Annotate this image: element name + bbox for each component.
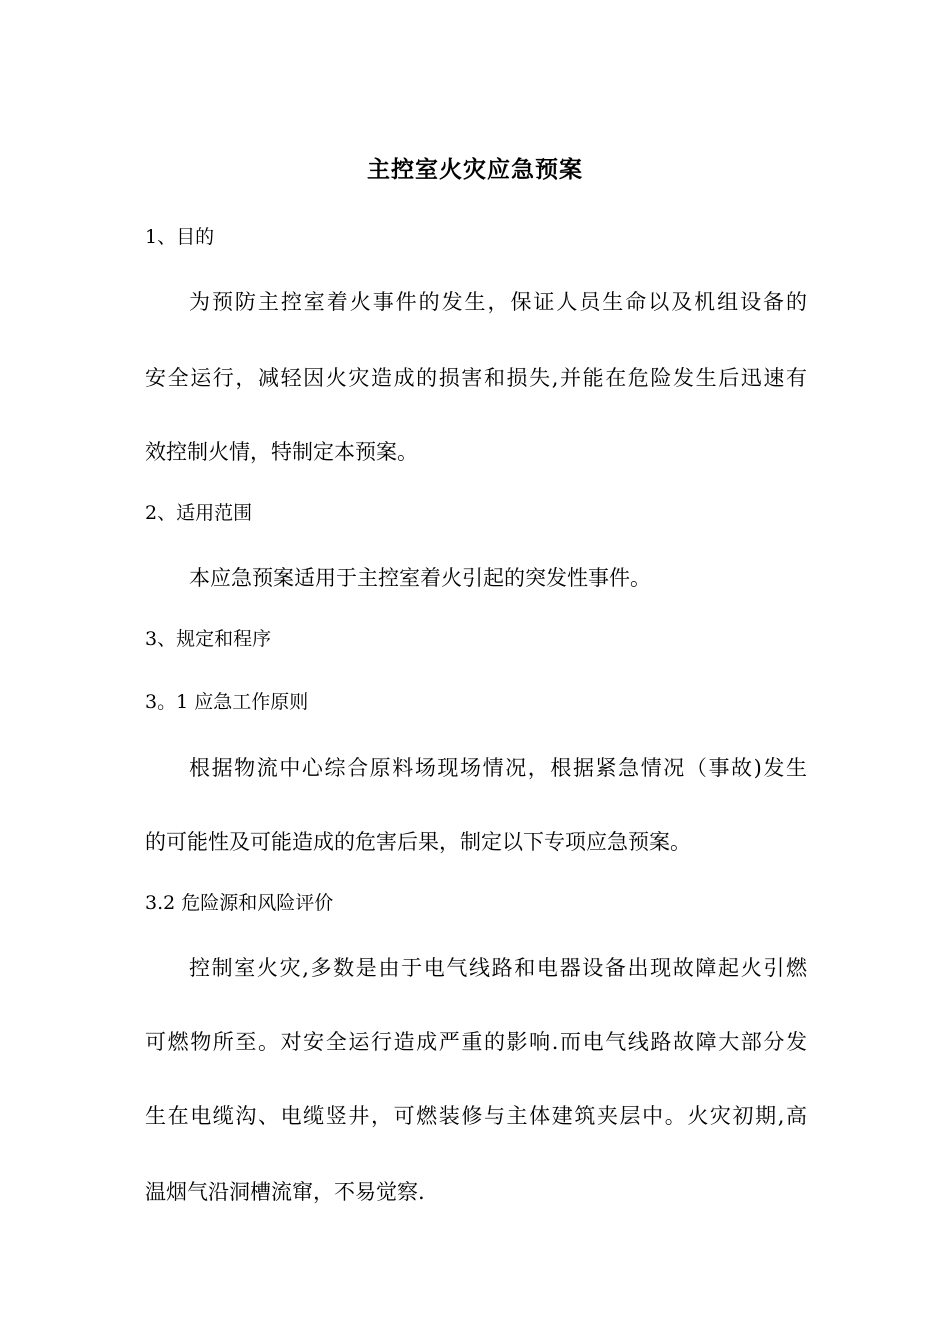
paragraph-line: 的可能性及可能造成的危害后果，制定以下专项应急预案。: [145, 830, 691, 854]
section-1-heading: 1、目的: [145, 226, 215, 248]
section-3-heading: 3、规定和程序: [145, 628, 272, 650]
paragraph-line: 控制室火灾,多数是由于电气线路和电器设备出现故障起火引燃: [189, 956, 807, 980]
paragraph-line: 效控制火情，特制定本预案。: [145, 440, 418, 464]
paragraph-line: 可燃物所至。对安全运行造成严重的影响.而电气线路故障大部分发: [145, 1030, 807, 1054]
page-title: 主控室火灾应急预案: [367, 156, 583, 183]
paragraph-line: 根据物流中心综合原料场现场情况，根据紧急情况（事故)发生: [189, 756, 807, 780]
paragraph-line: 生在电缆沟、电缆竖井，可燃装修与主体建筑夹层中。火灾初期,高: [145, 1104, 807, 1128]
section-3-2-heading: 3.2 危险源和风险评价: [145, 892, 334, 914]
section-2-heading: 2、适用范围: [145, 502, 253, 524]
paragraph-line: 本应急预案适用于主控室着火引起的突发性事件。: [189, 566, 651, 590]
paragraph-line: 为预防主控室着火事件的发生，保证人员生命以及机组设备的: [189, 290, 807, 314]
section-3-1-heading: 3。1 应急工作原则: [145, 691, 309, 713]
paragraph-line: 安全运行，减轻因火灾造成的损害和损失,并能在危险发生后迅速有: [145, 366, 807, 390]
paragraph-line: 温烟气沿洞槽流窜，不易觉察.: [145, 1180, 425, 1204]
